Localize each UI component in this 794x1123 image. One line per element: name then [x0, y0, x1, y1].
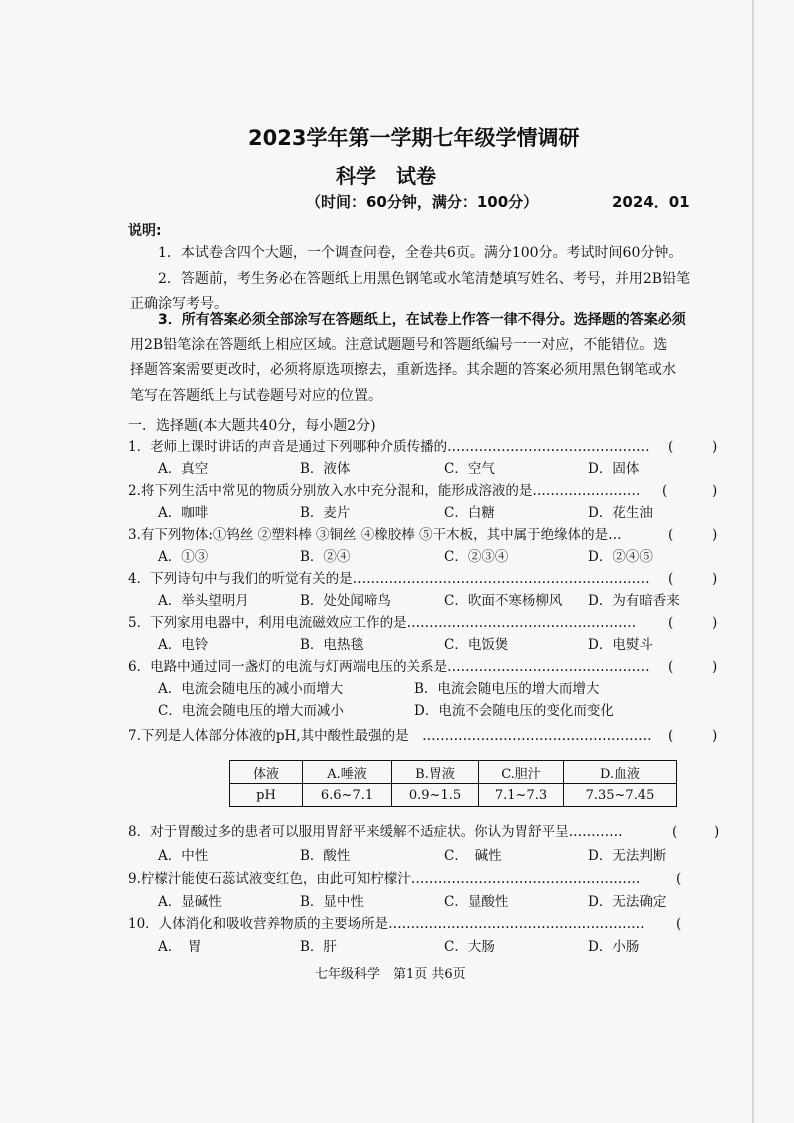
instruction-line: 笔写在答题纸上与试卷题号对应的位置。	[130, 388, 382, 404]
question-stem: 6．电路中通过同一盏灯的电流与灯两端电压的关系是………………………………………	[128, 659, 650, 675]
option-c: C．大肠	[444, 939, 495, 955]
option-b: B．显中性	[300, 894, 364, 910]
instruction-line: 1．本试卷含四个大题，一个调查问卷，全卷共6页。满分100分。考试时间60分钟。	[158, 245, 683, 261]
answer-paren-close: )	[712, 659, 718, 675]
option-d: D．电熨斗	[588, 637, 653, 653]
instructions-heading: 说明:	[128, 223, 162, 239]
answer-paren-close: )	[714, 824, 720, 840]
table-row	[230, 784, 677, 807]
answer-paren-open: (	[676, 916, 682, 932]
option-d: D．为有暗香来	[588, 593, 680, 609]
option-a: A．电流会随电压的减小而增大	[158, 681, 344, 697]
option-d: D．无法确定	[588, 894, 667, 910]
exam-subject: 科学 试卷	[336, 164, 436, 188]
question-stem: 8．对于胃酸过多的患者可以服用胃舒平来缓解不适症状。你认为胃舒平呈…………	[128, 824, 623, 840]
option-a: A．真空	[158, 461, 209, 477]
question-stem: 2.将下列生活中常见的物质分别放入水中充分混和，能形成溶液的是……………………	[128, 483, 641, 499]
question-stem: 3.有下列物体:①钨丝 ②塑料棒 ③铜丝 ④橡胶棒 ⑤干木板，其中属于绝缘体的是…	[128, 527, 622, 543]
option-b: B．液体	[300, 461, 351, 477]
option-a: A． 胃	[158, 939, 202, 955]
instruction-line: 正确涂写考号。	[130, 296, 228, 312]
option-d: D．无法判断	[588, 848, 667, 864]
question-stem: 1．老师上课时讲话的声音是通过下列哪种介质传播的………………………………………	[128, 439, 650, 455]
question-stem: 9.柠檬汁能使石蕊试液变红色，由此可知柠檬汁……………………………………………	[128, 871, 641, 887]
page-edge-line	[752, 0, 754, 1123]
exam-date: 2024．01	[612, 193, 690, 211]
option-c: C．电饭煲	[444, 637, 509, 653]
answer-paren-open: (	[668, 728, 674, 744]
answer-paren-open: (	[668, 659, 674, 675]
answer-paren-close: )	[712, 483, 718, 499]
page-footer: 七年级科学 第1页 共6页	[315, 967, 466, 982]
option-b: B．②④	[300, 549, 351, 565]
table-header-cell: 体液	[230, 761, 303, 784]
answer-paren-open: (	[672, 824, 678, 840]
option-b: B．电热毯	[300, 637, 364, 653]
answer-paren-close: )	[712, 728, 718, 744]
question-stem: 4．下列诗句中与我们的听觉有关的是…………………………………………………………	[128, 571, 650, 587]
instruction-line: 2．答题前，考生务必在答题纸上用黑色钢笔或水笔清楚填写姓名、考号，并用2B铅笔	[158, 271, 691, 287]
question-stem: 10．人体消化和吸收营养物质的主要场所是…………………………………………………	[128, 916, 645, 932]
option-a: A．举头望明月	[158, 593, 249, 609]
table-cell: 7.1~7.3	[479, 784, 564, 807]
option-b: B．处处闻啼鸟	[300, 593, 391, 609]
option-b: B．麦片	[300, 505, 351, 521]
option-c: C．电流会随电压的增大而减小	[158, 703, 344, 719]
option-b: B．电流会随电压的增大而增大	[414, 681, 600, 697]
option-c: C．②③④	[444, 549, 509, 565]
answer-paren-close: )	[712, 615, 718, 631]
option-a: A．中性	[158, 848, 209, 864]
answer-paren-open: (	[668, 439, 674, 455]
option-d: D．小肠	[588, 939, 640, 955]
question-stem: 5．下列家用电器中，利用电流磁效应工作的是……………………………………………	[128, 615, 637, 631]
table-cell: 6.6~7.1	[303, 784, 392, 807]
ph-table	[229, 760, 677, 807]
section-title: 一．选择题(本大题共40分，每小题2分)	[128, 418, 376, 434]
option-d: D．花生油	[588, 505, 653, 521]
answer-paren-close: )	[712, 439, 718, 455]
option-c: C． 碱性	[444, 848, 502, 864]
answer-paren-open: (	[662, 483, 668, 499]
option-b: B．肝	[300, 939, 337, 955]
answer-paren-close: )	[712, 527, 718, 543]
option-c: C．吹面不寒杨柳风	[444, 593, 563, 609]
table-cell: pH	[230, 784, 303, 807]
exam-time-info: （时间：60分钟，满分：100分）	[306, 193, 539, 211]
option-c: C．白糖	[444, 505, 495, 521]
option-a: A．咖啡	[158, 505, 209, 521]
table-cell: 7.35~7.45	[564, 784, 677, 807]
answer-paren-open: (	[668, 527, 674, 543]
table-header-cell: D.血液	[564, 761, 677, 784]
table-cell: 0.9~1.5	[392, 784, 479, 807]
instruction-line: 用2B铅笔涂在答题纸上相应区域。注意试题题号和答题纸编号一一对应，不能错位。选	[130, 337, 668, 353]
instruction-line: 3．所有答案必须全部涂写在答题纸上，在试卷上作答一律不得分。选择题的答案必须	[158, 312, 686, 328]
table-header-cell: A.唾液	[303, 761, 392, 784]
question-stem: 7.下列是人体部分体液的pH,其中酸性最强的是 ……………………………………………	[128, 728, 652, 744]
option-c: C．显酸性	[444, 894, 509, 910]
option-c: C．空气	[444, 461, 495, 477]
option-d: D．电流不会随电压的变化而变化	[414, 703, 614, 719]
exam-title: 2023学年第一学期七年级学情调研	[248, 126, 580, 150]
table-header-cell: C.胆汁	[479, 761, 564, 784]
option-b: B．酸性	[300, 848, 351, 864]
answer-paren-close: )	[712, 571, 718, 587]
option-a: A．电铃	[158, 637, 209, 653]
table-row	[230, 761, 677, 784]
answer-paren-open: (	[668, 615, 674, 631]
option-d: D．固体	[588, 461, 640, 477]
option-a: A．显碱性	[158, 894, 222, 910]
table-header-cell: B.胃液	[392, 761, 479, 784]
option-d: D．②④⑤	[588, 549, 653, 565]
instruction-line: 择题答案需要更改时，必须将原选项擦去，重新选择。其余题的答案必须用黑色钢笔或水	[130, 362, 676, 378]
answer-paren-open: (	[676, 871, 682, 887]
answer-paren-open: (	[668, 571, 674, 587]
option-a: A．①③	[158, 549, 209, 565]
